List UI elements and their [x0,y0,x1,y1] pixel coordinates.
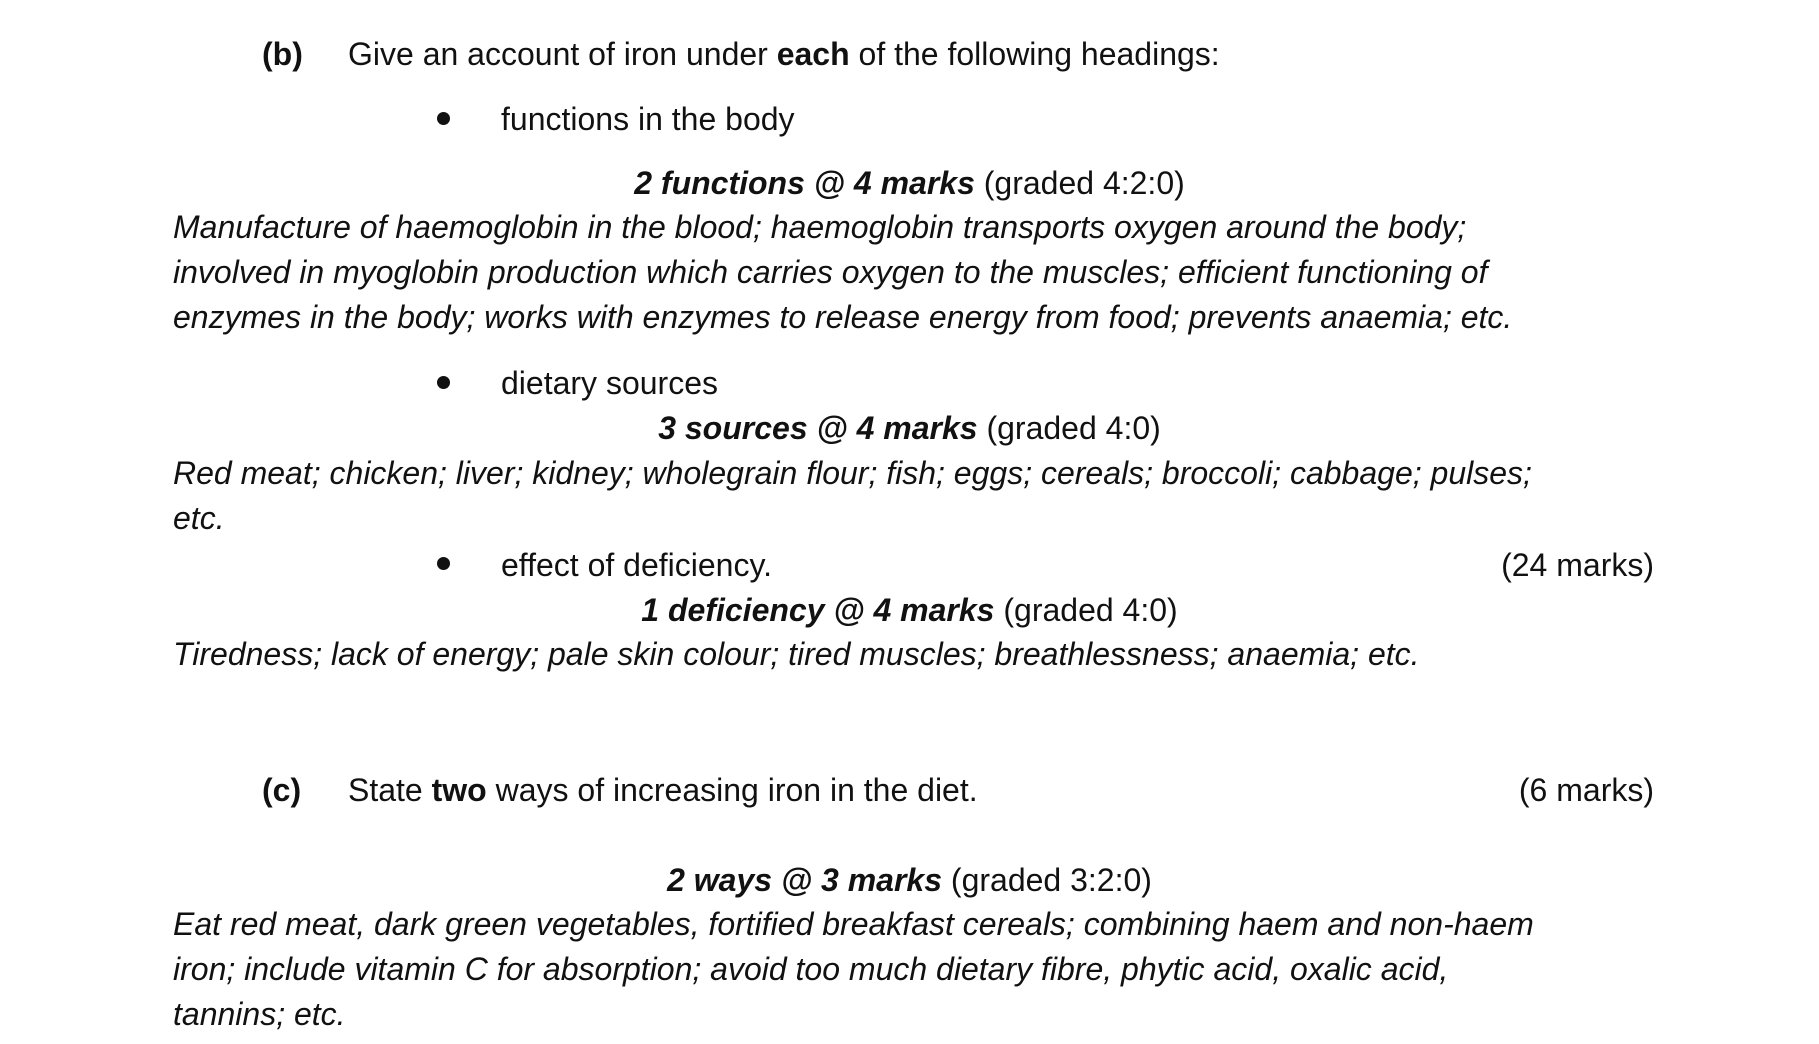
part-b-question-pre: Give an account of iron under [348,36,777,72]
scheme-deficiency [0,594,1819,626]
answer-line: tannins; etc. [173,996,346,1032]
part-c-question-post: ways of increasing iron in the diet. [486,772,978,808]
scheme-sources-rest: (graded 4:0) [977,410,1161,446]
scheme-deficiency-rest: (graded 4:0) [994,592,1178,628]
answer-line: Tiredness; lack of energy; pale skin colour; tired muscles; breathlessness; anaemia; etc. [173,636,1420,672]
heading-functions: functions in the body [501,101,795,137]
scheme-functions-rest: (graded 4:2:0) [974,165,1185,201]
answer-line: Manufacture of haemoglobin in the blood; haemoglobin transports oxygen around the body; [173,209,1467,245]
part-c-marks: (6 marks) [1518,772,1654,808]
answer-line: enzymes in the body; works with enzymes to release energy from food; prevents anaemia; etc. [173,299,1513,335]
scheme-sources-bold: 3 sources @ 4 marks [658,410,978,446]
scheme-ways-rest: (graded 3:2:0) [942,862,1152,898]
bullet-dot-icon [437,557,450,570]
answer-line: Eat red meat, dark green vegetables, fortified breakfast cereals; combining haem and non-haem [173,906,1534,942]
answer-ways [173,902,1733,1037]
part-c-question-bold: two [431,772,487,808]
answer-line: Red meat; chicken; liver; kidney; wholegrain flour; fish; eggs; cereals; broccoli; cabbage; pulses; [173,455,1532,491]
part-b-marks: (24 marks) [1501,547,1654,583]
answer-line: involved in myoglobin production which carries oxygen to the muscles; efficient functioning of [173,254,1488,290]
scheme-deficiency-bold: 1 deficiency @ 4 marks [641,592,995,628]
heading-deficiency: effect of deficiency. [501,547,772,583]
answer-deficiency [173,632,1733,677]
part-c-label: (c) [262,772,302,808]
bullet-dot-icon [437,112,450,125]
answer-line: etc. [173,500,225,536]
answer-sources [173,451,1733,541]
scheme-ways [0,864,1819,896]
bullet-dot-icon [437,376,450,389]
scheme-ways-bold: 2 ways @ 3 marks [667,862,943,898]
scheme-functions-bold: 2 functions @ 4 marks [634,165,975,201]
part-b-label: (b) [262,36,303,72]
part-c-question-pre: State [348,772,432,808]
part-b-question-post: of the following headings: [849,36,1220,72]
part-c-question [348,774,978,806]
answer-line: iron; include vitamin C for absorption; avoid too much dietary fibre, phytic acid, oxalic acid, [173,951,1449,987]
part-b-question [348,38,1220,70]
scheme-sources [0,412,1819,444]
heading-dietary-sources: dietary sources [501,365,718,401]
part-b-question-bold: each [776,36,850,72]
answer-functions [173,205,1733,340]
scheme-functions [0,167,1819,199]
